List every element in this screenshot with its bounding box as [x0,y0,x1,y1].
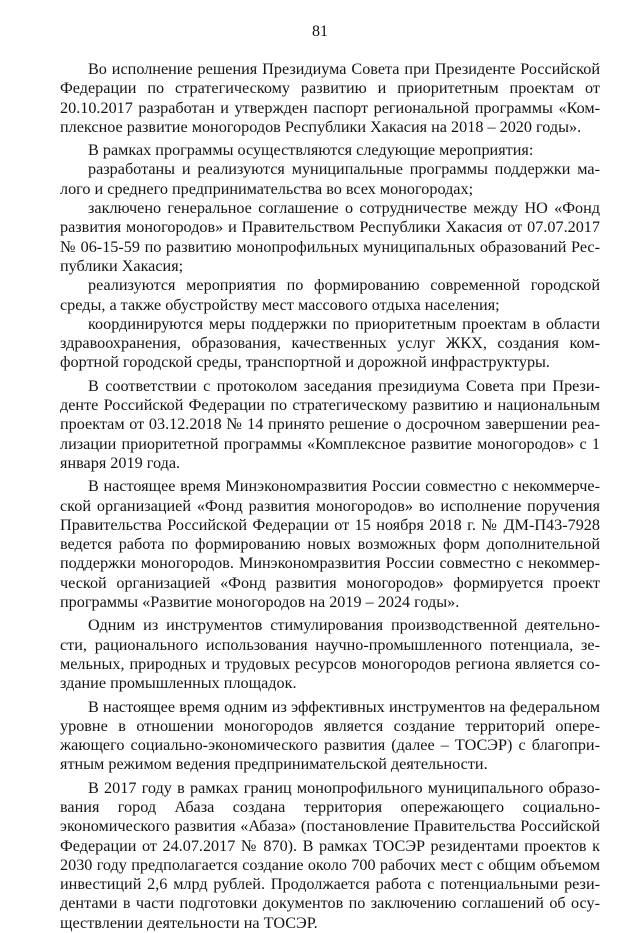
paragraph-early-completion: В соответствии с протоколом заседания президиума Совета при Президенте Российской Федерации по стратегическому развитию и национальным проектам от 03.12.2018 № 14 принято решение о досрочном завершении реализации приоритетной программы «Комплексное развитие моногородов» с 1 января 2019 года. [60,376,600,472]
paragraph-priority-projects: координируются меры поддержки по приоритетным проектам в области здравоохранения, образования, качественных услуг ЖКХ, создания комфортной городской среды, транспортной и дорожной инфраструктуры. [60,314,600,372]
paragraph-urban-environment: реализуются мероприятия по формированию современной городской среды, а также обустройству мест массового отдыха населения; [60,276,600,314]
page-number: 81 [312,23,328,40]
paragraph-industrial-sites: Одним из инструментов стимулирования производственной деятельности, рационального использования научно-промышленного потенциала, земельных, природных и трудовых ресурсов моногородов региона является создание промышленных площадок. [60,616,600,693]
paragraph-program-passport: Во исполнение решения Президиума Совета при Президенте Российской Федерации по стратегическому развитию и приоритетным проектам от 20.10.2017 разработан и утвержден паспорт региональной программы «Комплексное развитие моногородов Республики Хакасия на 2018 – 2020 годы». [60,60,600,136]
paragraph-tosed-intro: В настоящее время одним из эффективных инструментов на федеральном уровне в отношении моногородов является создание территорий опережающего социально-экономического развития (далее – ТОСЭР) с благоприятным режимом ведения предпринимательской деятельности. [60,697,600,774]
paragraph-new-support-forms: В настоящее время Минэкономразвития России совместно с некоммерческой организацией «Фонд развития моногородов» во исполнение поручения Правительства Российской Федерации от 15 ноября 2018 г. № ДМ-П43-7928 ведется работа по формированию новых возможных форм дополнительной поддержки моногородов. Минэкономразвития России совместно с некоммерческой организацией «Фонд развития моногородов» формируется проект программы «Развитие моногородов на 2019 – 2024 годы». [60,477,600,612]
paragraph-tosed-abaza: В 2017 году в рамках границ монопрофильного муниципального образования город Абаза создана территория опережающего социально-экономического развития «Абаза» (постановление Правительства Российской Федерации от 24.07.2017 № 870). В рамках ТОСЭР резидентами проектов к 2030 году предполагается создание около 700 рабочих мест с общим объемом инвестиций 2,6 млрд рублей. Продолжается работа с потенциальными резидентами в части подготовки документов по заключению соглашений об осуществлении деятельности на ТОСЭР. [60,778,600,932]
paragraph-measures-intro: В рамках программы осуществляются следующие мероприятия: [88,141,534,160]
document-body [60,60,600,933]
paragraph-sme-support: разработаны и реализуются муниципальные программы поддержки малого и среднего предпринимательства во всех моногородах; [60,160,600,198]
paragraph-general-agreement: заключено генеральное соглашение о сотрудничестве между НО «Фонд развития моногородов» и Правительством Республики Хакасия от 07.07.2017 № 06-15-59 по развитию монопрофильных муниципальных образований Республики Хакасия; [60,199,600,275]
